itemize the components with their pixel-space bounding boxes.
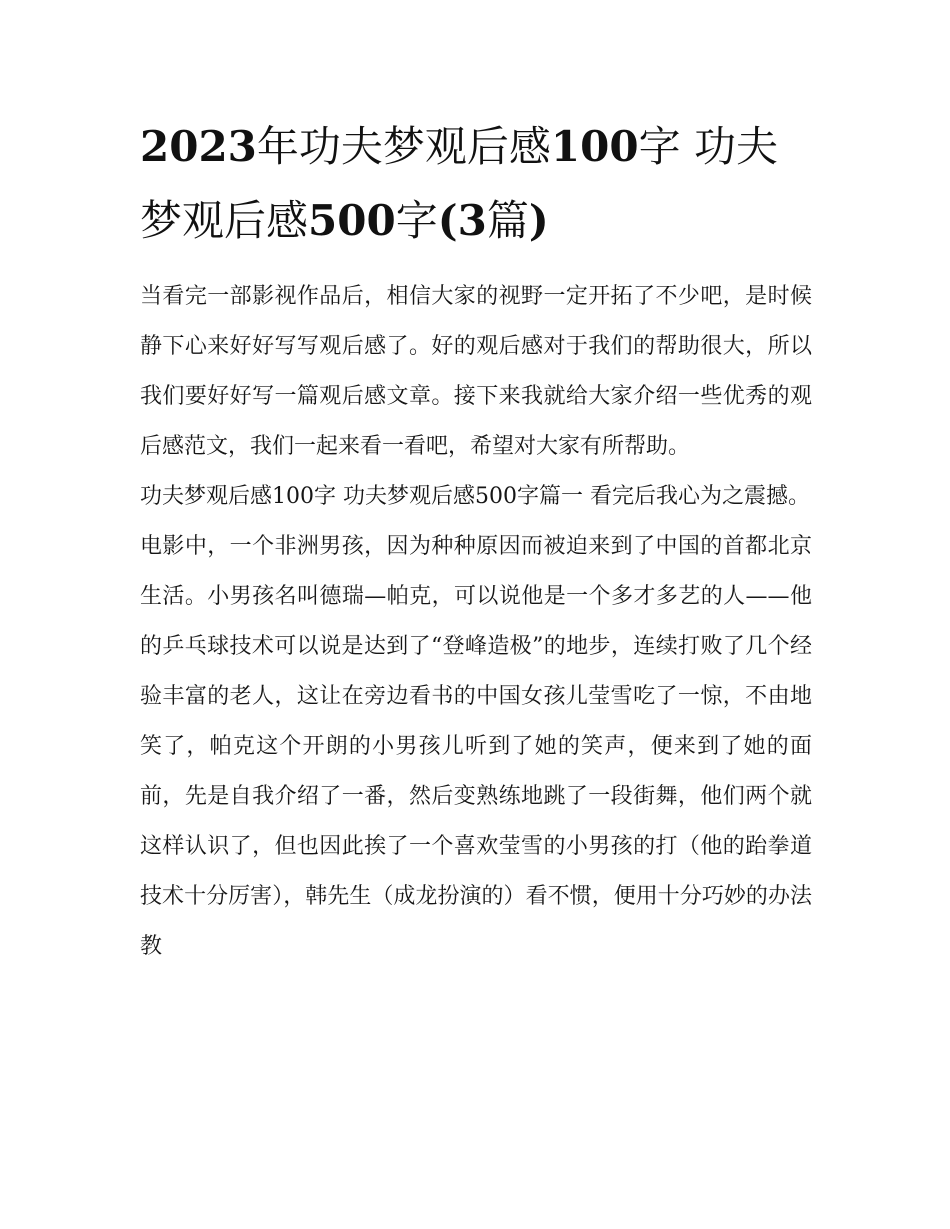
title-number: (3	[437, 196, 487, 245]
title-text: 年功夫梦观后感	[256, 122, 551, 171]
intro-paragraph: 当看完一部影视作品后，相信大家的视野一定开拓了不少吧，是时候静下心来好好写写观后感了。好的观后感对于我们的帮助很大，所以我们要好好写一篇观后感文章。接下来我就给大家介绍一些优秀的观后感范文，我们一起来看一看吧，希望对大家有所帮助。	[140, 284, 812, 459]
body-paragraph: 电影中，一个非洲男孩，因为种种原因而被迫来到了中国的首都北京生活。小男孩名叫德瑞—帕克，可以说他是一个多才多艺的人——他的乒乓球技术可以说是达到了“登峰造极”的地步，连续打败了几个经验丰富的老人，这让在旁边看书的中国女孩儿莹雪吃了一惊，不由地笑了，帕克这个开朗的小男孩儿听到了她的笑声，便来到了她的面前，先是自我介绍了一番，然后变熟练地跳了一段街舞，他们两个就这样认识了，但也因此挨了一个喜欢莹雪的小男孩的打（他的跆拳道技术十分厉害），韩先生（成龙扮演的）看不惯，便用十分巧妙的办法教	[140, 534, 812, 959]
document-title	[140, 110, 812, 258]
title-text: 篇	[486, 196, 529, 245]
title-text: 夫梦观后感	[140, 122, 778, 245]
title-number: 100	[550, 122, 639, 171]
title-year: 2023	[140, 122, 257, 171]
section-heading-paragraph: 功夫梦观后感100字 功夫梦观后感500字篇一 看完后我心为之震撼。	[140, 484, 810, 509]
title-paren: )	[528, 196, 549, 245]
title-text: 字 功	[638, 122, 736, 171]
title-number: 500	[308, 196, 396, 245]
title-text: 字	[395, 196, 438, 245]
document-body	[140, 110, 812, 972]
